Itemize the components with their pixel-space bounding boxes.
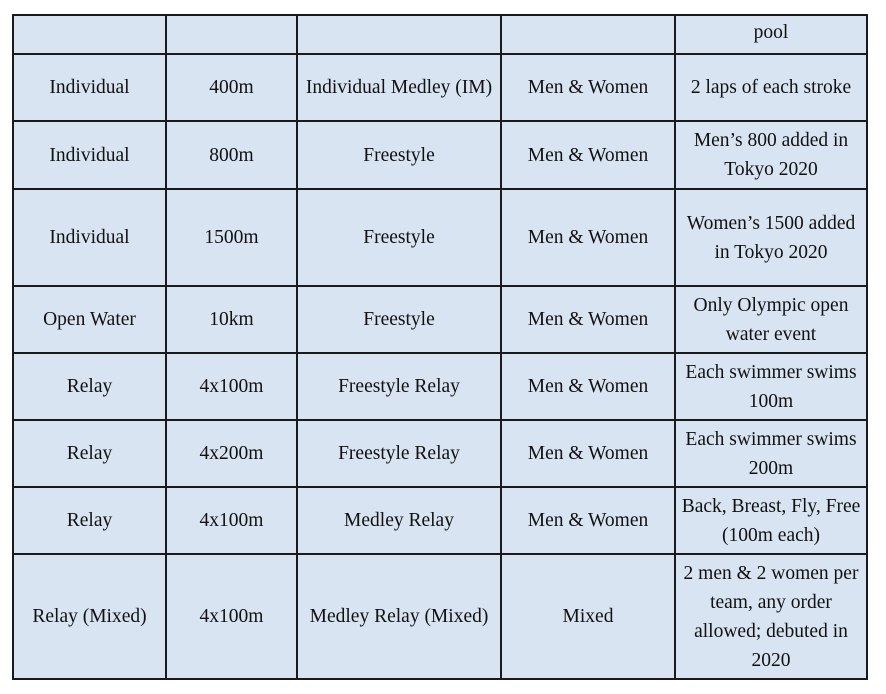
table-row: [13, 121, 867, 189]
events-table: [12, 14, 868, 680]
table-cell: Men & Women: [501, 121, 675, 189]
table-cell: [297, 15, 501, 54]
table-cell: Men’s 800 added in Tokyo 2020: [675, 121, 867, 189]
table-cell: [13, 15, 166, 54]
table-cell: 4x100m: [166, 353, 297, 420]
table-cell: 400m: [166, 54, 297, 121]
table-cell: pool: [675, 15, 867, 54]
table-cell: Men & Women: [501, 420, 675, 487]
table-cell: Each swimmer swims 100m: [675, 353, 867, 420]
table-cell: Freestyle: [297, 121, 501, 189]
table-cell: Relay: [13, 353, 166, 420]
table-cell: Only Olympic open water event: [675, 286, 867, 353]
table-cell: Freestyle: [297, 189, 501, 286]
table-cell: Medley Relay: [297, 487, 501, 554]
table-cell: Back, Breast, Fly, Free (100m each): [675, 487, 867, 554]
table-row: [13, 15, 867, 54]
table-cell: Women’s 1500 added in Tokyo 2020: [675, 189, 867, 286]
table-cell: Open Water: [13, 286, 166, 353]
table-cell: Individual: [13, 121, 166, 189]
table-cell: Freestyle Relay: [297, 420, 501, 487]
table-cell: [166, 15, 297, 54]
table-cell: 4x100m: [166, 554, 297, 679]
table-cell: 1500m: [166, 189, 297, 286]
table-cell: Individual Medley (IM): [297, 54, 501, 121]
table-row: [13, 487, 867, 554]
table-row: [13, 54, 867, 121]
table-cell: 10km: [166, 286, 297, 353]
table-cell: 4x100m: [166, 487, 297, 554]
table-cell: Relay (Mixed): [13, 554, 166, 679]
table-cell: Relay: [13, 420, 166, 487]
table-cell: Each swimmer swims 200m: [675, 420, 867, 487]
table-row: [13, 353, 867, 420]
table-row: [13, 554, 867, 679]
table-cell: 800m: [166, 121, 297, 189]
table-row: [13, 189, 867, 286]
table-cell: Men & Women: [501, 353, 675, 420]
table-cell: Mixed: [501, 554, 675, 679]
table-cell: Freestyle: [297, 286, 501, 353]
table-cell: 4x200m: [166, 420, 297, 487]
table-cell: Men & Women: [501, 54, 675, 121]
table-cell: Relay: [13, 487, 166, 554]
table-cell: 2 men & 2 women per team, any order allowed; debuted in 2020: [675, 554, 867, 679]
table-cell: Men & Women: [501, 286, 675, 353]
table-cell: [501, 15, 675, 54]
table-cell: 2 laps of each stroke: [675, 54, 867, 121]
table-cell: Individual: [13, 189, 166, 286]
table-row: [13, 420, 867, 487]
table-cell: Men & Women: [501, 487, 675, 554]
table-cell: Men & Women: [501, 189, 675, 286]
table-cell: Medley Relay (Mixed): [297, 554, 501, 679]
table-row: [13, 286, 867, 353]
table-cell: Individual: [13, 54, 166, 121]
table-cell: Freestyle Relay: [297, 353, 501, 420]
